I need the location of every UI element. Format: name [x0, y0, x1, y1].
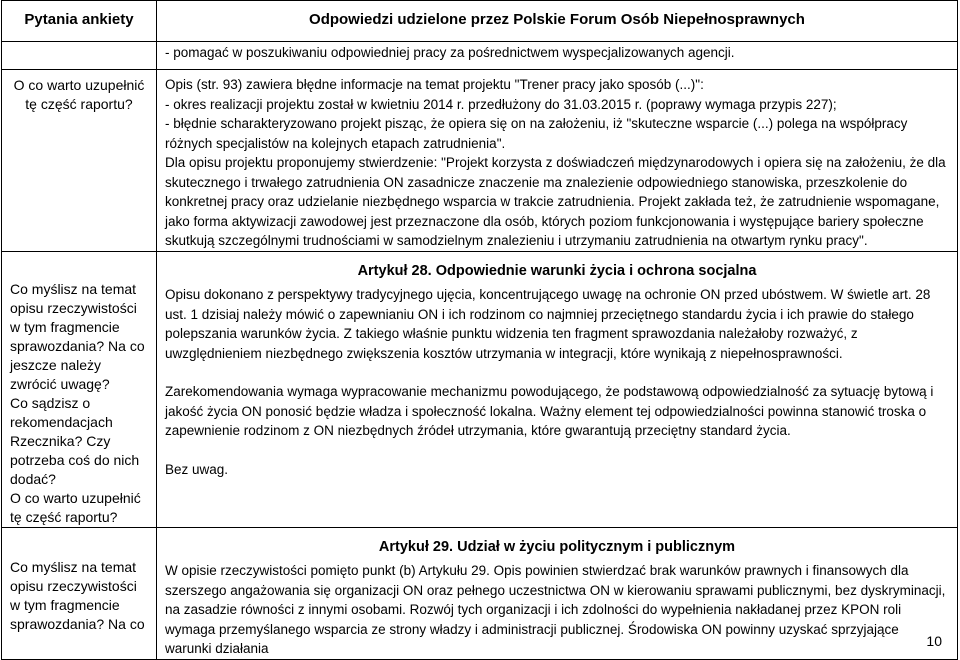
page-number: 10	[926, 633, 942, 649]
question-text: Co myślisz na temat opisu rzeczywistości w tym fragmencie sprawozdania? Na co	[10, 558, 145, 632]
article-title: Artykuł 29. Udział w życiu politycznym i publicznym	[378, 538, 736, 555]
answer-line: Opis (str. 93) zawiera błędne informacje na temat projektu "Trener pracy jako sposób (...)":	[165, 77, 704, 92]
header-questions: Pytania ankiety	[2, 1, 157, 42]
table-row	[2, 251, 958, 527]
question-cell	[2, 251, 157, 527]
question-text: Co sądzisz o rekomendacjach Rzecznika? Czy potrzeba coś do nich dodać?	[10, 394, 140, 487]
answer-paragraph: Opisu dokonano z perspektywy tradycyjnego ujęcia, koncentrującego uwagę na ochronie ON przed ubóstwem. W świetle art. 28 ust. 1 dzisiaj należy mówić o zapewnianiu ON i ich rodzinom co najmniej przeciętnego standardu życia i ich prawie do stałego polepszania warunków życia. Z takiego właśnie punktu widzenia ten fragment sprawozdania należałoby rozważyć, z uwzględnieniem niezbędnego zwiększenia kosztów utrzymania w integracji, które wynikają z niepełnosprawności.	[165, 287, 931, 361]
answer-paragraph: Bez uwag.	[165, 461, 229, 477]
answer-line: - pomagać w poszukiwaniu odpowiedniej pracy za pośrednictwem wyspecjalizowanych agencji.	[165, 45, 735, 60]
question-cell	[2, 527, 157, 659]
answer-paragraph: Zarekomendowania wymaga wypracowanie mechanizmu powodującego, że podstawową odpowiedzialność za sytuację bytową i jakość życia ON ponosić będzie władza i społeczność lokalna. Ważny element tej odpowiedzialności powinna stanowić troska o zapewnienie rodzinom z ON niezbędnych źródeł utrzymania, które gwarantują przeciętny standard życia.	[165, 384, 934, 438]
answer-line: Dla opisu projektu proponujemy stwierdzenie: "Projekt korzysta z doświadczeń międzynarodowych i opiera się na założeniu, że dla skutecznego i trwałego zatrudnienia ON zasadnicze znaczenie ma znalezienie odpowiedniego stanowiska, przeszkolenie do konkretnej pracy oraz udzielanie niezbędnego wsparcia w trakcie zatrudnienia. Projekt zakłada też, że zatrudnienie wspomagane, jako forma aktywizacji zawodowej jest przeznaczone dla osób, których poziom funkcjonowania i występujące bariery społeczne skutkują szczególnymi trudnościami w samodzielnym znalezieniu i utrzymaniu zatrudnienia na otwartym rynku pracy".	[165, 155, 946, 248]
table-row	[2, 42, 958, 70]
table-row	[2, 70, 958, 252]
answer-cell	[157, 42, 958, 70]
answer-cell	[157, 251, 958, 527]
question-text: O co warto uzupełnić tę część raportu?	[13, 77, 145, 112]
spacer	[165, 441, 949, 460]
question-cell	[2, 70, 157, 252]
table-row	[2, 527, 958, 659]
survey-table	[1, 0, 958, 660]
answer-cell	[157, 70, 958, 252]
header-answers: Odpowiedzi udzielone przez Polskie Forum Osób Niepełnosprawnych	[157, 1, 958, 42]
article-title: Artykuł 28. Odpowiednie warunki życia i ochrona socjalna	[357, 262, 757, 279]
answer-paragraph: W opisie rzeczywistości pomięto punkt (b) Artykułu 29. Opis powinien stwierdzać brak warunków prawnych i finansowych dla szerszego angażowania się organizacji ON oraz pełnego uczestnictwa ON w kierowaniu sprawami publicznymi, bez dyskryminacji, na zasadzie równości z innymi osobami. Rozwój tych organizacji i ich zdolności do wypełnienia nakładanej przez KPON roli wymaga przemyślanego wsparcia ze strony władzy i administracji publicznej. Środowiska ON powinny uzyskać sprzyjające warunki działania	[165, 563, 946, 656]
answer-line: - błędnie scharakteryzowano projekt pisząc, że opiera się on na założeniu, iż "skuteczne wsparcie (...) polega na współpracy różnych specjalistów na kolejnych etapach zatrudnienia".	[165, 116, 908, 151]
question-text: O co warto uzupełnić tę część raportu?	[10, 489, 141, 525]
answer-cell	[157, 527, 958, 659]
spacer	[165, 363, 949, 382]
question-text: Co myślisz na temat opisu rzeczywistości w tym fragmencie sprawozdania? Na co jeszcze należy zwrócić uwagę?	[10, 280, 145, 392]
table-header-row	[2, 1, 958, 42]
question-cell	[2, 42, 157, 70]
answer-line: - okres realizacji projektu został w kwietniu 2014 r. przedłużony do 31.03.2015 r. (poprawy wymaga przypis 227);	[165, 96, 837, 112]
